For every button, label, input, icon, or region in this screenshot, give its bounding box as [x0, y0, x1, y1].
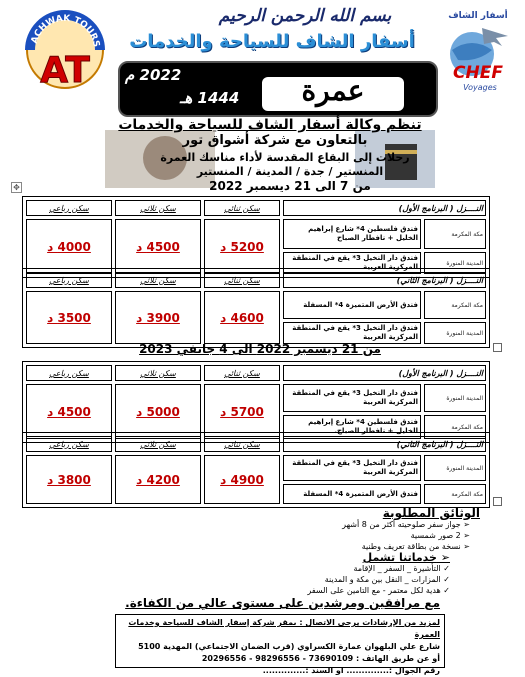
program-title: النــــزل ( البرنامج الثاني)	[283, 272, 486, 288]
list-item: ✓ هدية لكل معتمر - مع التامين على السفر	[307, 586, 450, 595]
contact-line: لمزيد من الإرشادات يرجى الاتصال : بمقر شركة إسفار الشاف للسياحة وخدمات العمرة	[128, 618, 440, 639]
list-item: ✓ المزارات _ النقل بين مكة و المدينة	[324, 575, 450, 584]
price-triple: 5000 د	[115, 384, 201, 439]
airplane-icon	[482, 28, 508, 46]
price-double: 5200 د	[204, 219, 280, 274]
table-move-handle-icon[interactable]: ✥	[11, 182, 22, 193]
period-1: من 7 الى 21 ديسمبر 2022	[209, 179, 371, 193]
contact-line: أو عن طريق الهاتف : 73690109 - 98296556 - 20296556	[201, 654, 440, 663]
year-gregorian: 2022 م	[125, 66, 182, 84]
program-title: النــــزل ( البرنامج الثاني)	[283, 436, 486, 452]
price-quad: 3500 د	[26, 291, 112, 344]
price-double: 4600 د	[204, 291, 280, 344]
logo-ring-text: ACHWAK TOURS	[29, 13, 101, 48]
resize-handle-icon[interactable]	[493, 497, 502, 506]
price-double: 4900 د	[204, 455, 280, 504]
year-hijri: 1444 هـ	[180, 89, 240, 107]
price-table-p1-prog1: النــــزل ( البرنامج الأول) سكن ثنائي سكن ثلاثي سكن رباعي مكة المكرمة فندق فلسطين 4* شارع إبراهيم الخليل + نافطار الصباح 5200 د 4500 د 4000 د المدينة المنورة فندق دار النخيل 3* يقع في المنطقة المركزية العربية	[22, 196, 490, 278]
route: المنستير / جدة / المدينة / المنستير	[196, 165, 384, 178]
logo-letters: AT	[40, 50, 90, 91]
list-item: ➢ 2 صور شمسية	[410, 531, 470, 540]
svg-text:أسفار الشاف: أسفار الشاف	[448, 11, 508, 21]
services-list	[200, 563, 450, 596]
price-quad: 4000 د	[26, 219, 112, 274]
price-triple: 4500 د	[115, 219, 201, 274]
price-quad: 3800 د	[26, 455, 112, 504]
documents-title: الوثائق المطلوبة	[382, 506, 480, 520]
resize-handle-icon[interactable]	[493, 343, 502, 352]
agency-name: أسفار الشاف للسياحة والخدمات	[129, 31, 415, 52]
list-item: ➢ نسخة من بطاقة تعريف وطنية	[361, 542, 470, 551]
contact-box	[115, 614, 445, 675]
intro-line-3: رحلات إلى البقاع المقدسة لأداء مناسك العمرة	[160, 151, 410, 164]
price-double: 5700 د	[204, 384, 280, 439]
chef-voyages-logo	[438, 6, 518, 106]
price-triple: 4200 د	[115, 455, 201, 504]
list-item: ➢ جواز سفر صلوحيته أكثر من 8 أشهر	[342, 520, 470, 529]
svg-text:CHEF: CHEF	[453, 63, 503, 83]
program-title: النــــزل ( البرنامج الأول)	[283, 200, 486, 216]
contact-line: رقم الجوال :.............. او السند :..............	[262, 666, 440, 675]
svg-text:Voyages: Voyages	[463, 83, 497, 92]
period-2: من 21 ديسمبر 2022 الى 4 جانفي 2023	[139, 342, 381, 356]
price-table-p1-prog2: النــــزل ( البرنامج الثاني) سكن ثنائي سكن ثلاثي سكن رباعي مكة المكرمة فندق الأرض المتميزة 4* المسفلة 4600 د 3900 د 3500 د المدينة المنورة فندق دار النخيل 3* يقع في المنطقة المركزية العربية	[22, 268, 490, 348]
price-triple: 3900 د	[115, 291, 201, 344]
list-item: ✓ التأشيرة _ السفر _ الإقامة	[353, 564, 450, 573]
companion-note: مع مرافقين ومرشدين على مستوى عالي من الكفاءة.	[125, 596, 440, 610]
achwak-tours-logo	[22, 6, 108, 104]
documents-list	[250, 519, 470, 552]
contact-line: شارع علي البلهوان عمارة الكسراوي (قرب الضمان الاجتماعي) المهدية 5100	[138, 642, 440, 651]
basmala: بسم الله الرحمن الرحيم	[218, 6, 392, 26]
price-table-p2-prog1: النــــزل ( البرنامج الأول) سكن ثنائي سكن ثلاثي سكن رباعي المدينة المنورة فندق دار النخيل 3* يقع في المنطقة المركزية العربية 5700 د 5000 د 4500 د مكة المكرمة فندق فلسطين 4* شارع إبراهيم الخليل + نافطار الصباح.	[22, 361, 490, 443]
price-table-p2-prog2: النــــزل ( البرنامج الثاني) سكن ثنائي سكن ثلاثي سكن رباعي المدينة المنورة فندق دار النخيل 3* يقع في المنطقة المركزية العربية 4900 د 4200 د 3800 د مكة المكرمة فندق الأرض المتميزة 4* المسفلة	[22, 432, 490, 508]
intro-line-2: بالتعاون مع شركة أشواق تور	[182, 133, 368, 148]
price-quad: 4500 د	[26, 384, 112, 439]
umrah-word: عمرة	[301, 74, 365, 107]
services-title: ➢ خدماتنا تشمل	[362, 551, 450, 564]
intro-line-1: تنظم وكالة أسفار الشاف للسياحة والخدمات	[118, 117, 422, 133]
program-title: النــــزل ( البرنامج الأول)	[283, 365, 486, 381]
